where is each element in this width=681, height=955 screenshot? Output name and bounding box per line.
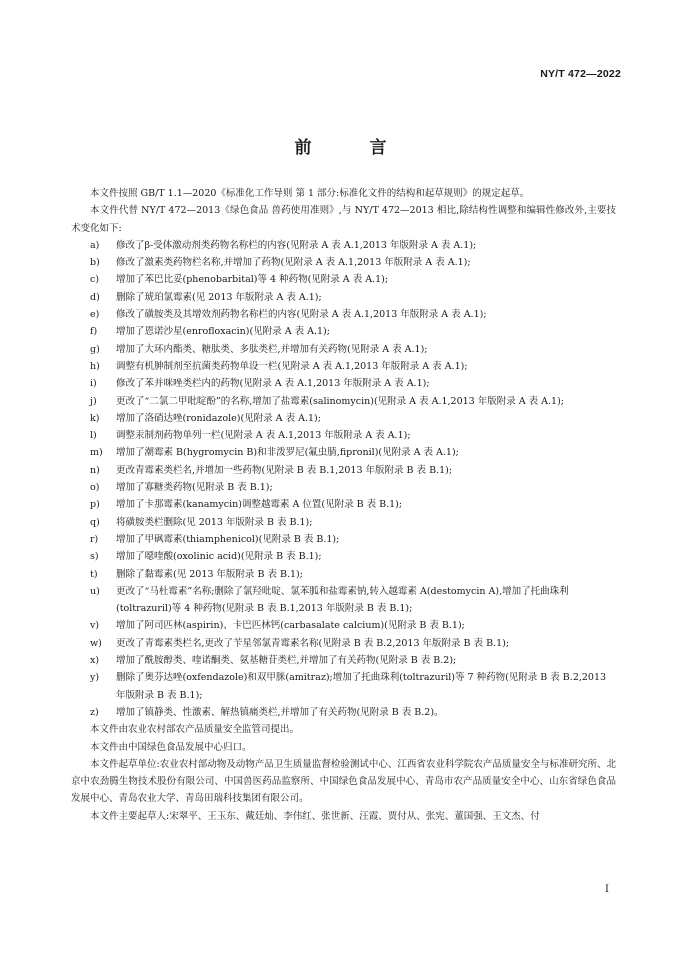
change-item-label: o) (90, 482, 100, 494)
change-item-text: 增加了苯巴比妥(phenobarbital)等 4 种药物(见附录 A 表 A.1); (116, 274, 389, 286)
change-item-label: l) (90, 430, 97, 442)
change-item-label: n) (90, 464, 100, 476)
change-item-label: u) (90, 585, 100, 597)
change-item-text: 删除了奥芬达唑(oxfendazole)和双甲脒(amitraz);增加了托曲珠利(toltrazuril)等 7 种药物(见附录 B 表 B.2,2013 年版附录 B 表 B.1); (116, 672, 607, 701)
change-item (90, 289, 616, 306)
change-item (90, 237, 616, 254)
change-item-text: 调整汞制剂药物单列一栏(见附录 A 表 A.1,2013 年版附录 A 表 A.1); (116, 430, 411, 442)
change-item-label: v) (90, 620, 100, 632)
change-item-label: w) (90, 637, 102, 649)
change-item-text: 增加了潮霉素 B(hygromycin B)和非泼罗尼(氟虫腈,fipronil)(见附录 A 表 A.1); (116, 447, 459, 459)
change-item-text: 增加了卡那霉素(kanamycin)调整越霉素 A 位置(见附录 B 表 B.1); (116, 499, 403, 511)
change-item-text: 删除了黏霉素(见 2013 年版附录 B 表 B.1); (116, 568, 303, 580)
change-item (90, 341, 616, 358)
document-code: NY/T 472—2022 (540, 68, 621, 80)
change-item-text: 修改了β-受体激动剂类药物名称栏的内容(见附录 A 表 A.1,2013 年版附录 A 表 A.1); (116, 239, 477, 251)
change-item-text: 调整有机胂制剂至抗菌类药物单设一栏(见附录 A 表 A.1,2013 年版附录 A 表 A.1); (116, 360, 468, 372)
change-item (90, 496, 616, 513)
change-item-text: 增加了阿司匹林(aspirin)、卡巴匹林钙(carbasalate calcium)(见附录 B 表 B.1); (116, 620, 465, 632)
change-item-text: 修改了磺胺类及其增效剂药物名称栏的内容(见附录 A 表 A.1,2013 年版附录 A 表 A.1); (116, 309, 487, 321)
change-item-label: x) (90, 655, 100, 667)
intro-paragraph: 本文件按照 GB/T 1.1—2020《标准化工作导则 第 1 部分:标准化文件的结构和起草规则》的规定起草。 (90, 188, 530, 199)
change-item-text: 修改了激素类药物栏名称,并增加了药物(见附录 A 表 A.1,2013 年版附录 A 表 A.1); (116, 257, 471, 269)
change-item-label: h) (90, 360, 100, 372)
change-item-label: q) (90, 516, 100, 528)
change-item (90, 652, 616, 669)
change-item (90, 635, 616, 652)
change-item-text: 更改了“二氯二甲吡啶酚”的名称,增加了盐霉素(salinomycin)(见附录 A 表 A.1,2013 年版附录 A 表 A.1); (116, 395, 564, 407)
change-item (90, 358, 616, 375)
change-item (90, 323, 616, 340)
change-item-text: 删除了琥珀氯霉素(见 2013 年版附录 A 表 A.1); (116, 291, 322, 303)
change-item (90, 271, 616, 288)
change-item (90, 566, 616, 583)
change-item-text: 增加了大环内酯类、糖肽类、多肽类栏,并增加有关药物(见附录 A 表 A.1); (116, 343, 428, 355)
change-item-label: y) (90, 672, 100, 684)
change-item-text: 更改了青霉素类栏名,更改了苄星邻氯青霉素名称(见附录 B 表 B.2,2013 年版附录 B 表 B.1); (116, 637, 510, 649)
change-item (90, 254, 616, 271)
change-item-label: e) (90, 309, 100, 321)
change-item (90, 393, 616, 410)
change-item (90, 462, 616, 479)
change-item-label: m) (90, 447, 103, 459)
page-number: I (605, 884, 609, 895)
change-item (90, 410, 616, 427)
change-item-text: 增加了镇静类、性激素、解热镇痛类栏,并增加了有关药物(见附录 B 表 B.2)。 (116, 706, 444, 718)
change-item-text: 更改青霉素类栏名,并增加一些药物(见附录 B 表 B.1,2013 年版附录 B 表 B.1); (116, 464, 453, 476)
change-item-label: g) (90, 343, 100, 355)
changes-list (90, 237, 616, 721)
change-item-text: 增加了恩诺沙星(enrofloxacin)(见附录 A 表 A.1); (116, 326, 330, 338)
change-item-text: 增加了甲砜霉素(thiamphenicol)(见附录 B 表 B.1); (116, 533, 340, 545)
change-item (90, 531, 616, 548)
change-item-label: i) (90, 378, 97, 390)
page-title: 前 言 (294, 138, 413, 158)
change-item (90, 375, 616, 392)
closing-paragraph: 本文件主要起草人:宋翠平、王玉东、戴廷灿、李伟红、张世新、汪霞、贾付从、张宪、董国强、王文杰、付 (90, 810, 540, 822)
change-item (90, 427, 616, 444)
change-item-label: a) (90, 239, 100, 251)
change-item (90, 306, 616, 323)
closing-paragraph: 本文件由中国绿色食品发展中心归口。 (90, 741, 252, 753)
change-item-text: 增加了寡糖类药物(见附录 B 表 B.1); (116, 482, 273, 494)
change-item-label: r) (90, 533, 99, 545)
change-item-text: 增加了噁喹酸(oxolinic acid)(见附录 B 表 B.1); (116, 551, 322, 563)
change-item (90, 583, 616, 618)
closing-paragraph: 本文件起草单位:农业农村部动物及动物产品卫生质量监督检验测试中心、江西省农业科学院农产品质量安全与标准研究所、北京中农劲腾生物技术股份有限公司、中国兽医药品监察所、中国绿色食品发展中心、青岛市农产品质量安全中心、山东省绿色食品发展中心、青岛农业大学、青岛田瑞科技集团有限公司。 (71, 758, 616, 805)
change-item-text: 增加了洛硝达唑(ronidazole)(见附录 A 表 A.1); (116, 412, 321, 424)
change-item (90, 704, 616, 721)
change-item-label: z) (90, 706, 99, 718)
change-item (90, 514, 616, 531)
change-item-label: j) (90, 395, 97, 407)
change-item-label: c) (90, 274, 100, 286)
change-item-text: 将磺胺类栏删除(见 2013 年版附录 B 表 B.1); (116, 516, 313, 528)
change-item-text: 更改了“马杜霉素”名称;删除了氯羟吡啶、氯苯胍和盐霉素钠,转入越霉素 A(destomycin A),增加了托曲珠利(toltrazuril)等 4 种药物(见附录 B 表 B.1,2013 年版附录 B 表 B.1); (116, 585, 569, 615)
foreword-body (71, 185, 616, 825)
change-item (90, 444, 616, 461)
change-item (90, 617, 616, 634)
change-item-label: p) (90, 499, 100, 511)
intro-paragraph: 本文件代替 NY/T 472—2013《绿色食品 兽药使用准则》,与 NY/T 472—2013 相比,除结构性调整和编辑性修改外,主要技术变化如下: (71, 205, 616, 234)
change-item-text: 增加了酰胺醇类、喹诺酮类、氨基糖苷类栏,并增加了有关药物(见附录 B 表 B.2); (116, 655, 457, 667)
change-item (90, 479, 616, 496)
change-item-text: 修改了苯并咪唑类栏内的药物(见附录 A 表 A.1,2013 年版附录 A 表 A.1); (116, 378, 430, 390)
change-item (90, 669, 616, 704)
change-item-label: d) (90, 291, 100, 303)
change-item-label: t) (90, 568, 98, 580)
closing-paragraph: 本文件由农业农村部农产品质量安全监管司提出。 (90, 724, 300, 736)
change-item-label: k) (90, 412, 100, 424)
change-item (90, 548, 616, 565)
change-item-label: s) (90, 551, 99, 563)
change-item-label: b) (90, 257, 100, 269)
change-item-label: f) (90, 326, 98, 338)
